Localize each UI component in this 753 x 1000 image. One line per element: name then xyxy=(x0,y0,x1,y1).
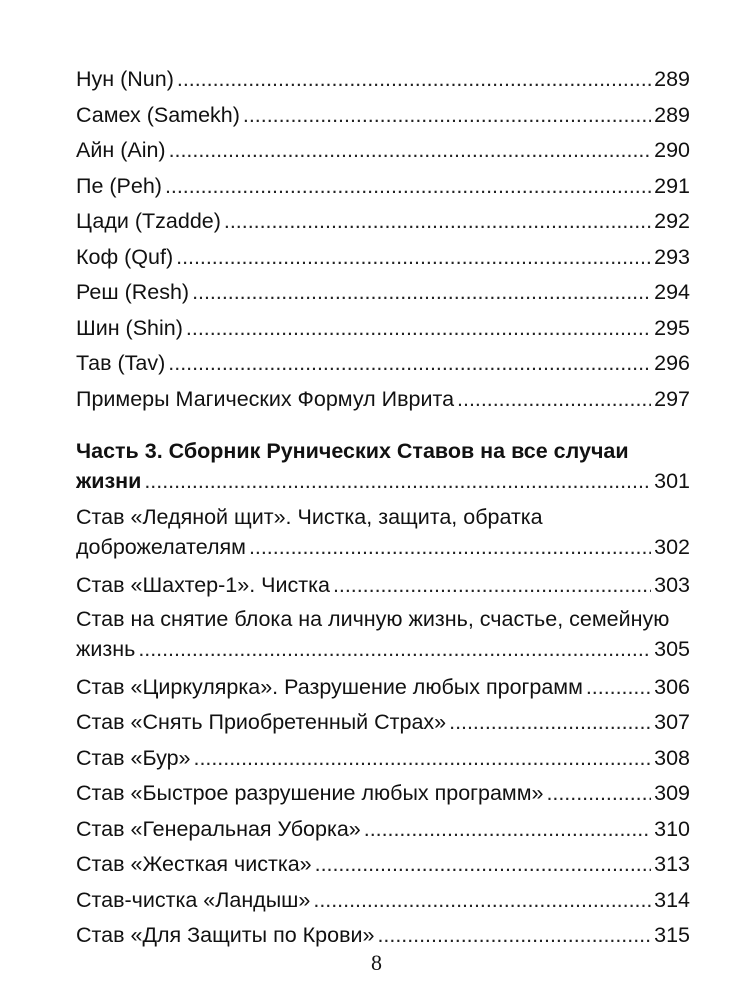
toc-entry xyxy=(76,502,690,562)
toc-entry-page: 292 xyxy=(654,209,690,233)
toc-entry xyxy=(76,204,690,240)
toc-entry-page: 315 xyxy=(654,923,690,947)
dot-leader xyxy=(176,240,651,276)
toc-entry-title: Став «Быстрое разрушение любых программ» xyxy=(76,781,544,805)
dot-leader xyxy=(194,741,652,777)
toc-entry-title: Нун (Nun) xyxy=(76,67,174,91)
toc-entry-title: Пе (Peh) xyxy=(76,173,162,198)
dot-leader xyxy=(165,169,651,205)
toc-entry-page: 314 xyxy=(654,887,690,912)
toc-entry-title: Став «Циркулярка». Разрушение любых программ xyxy=(76,674,583,699)
toc-entry-page: 294 xyxy=(654,280,690,304)
page-number: 8 xyxy=(371,950,382,975)
dot-leader xyxy=(144,466,651,496)
toc-entry-page: 289 xyxy=(654,102,690,127)
toc-entry xyxy=(76,240,690,276)
toc-entry xyxy=(76,918,690,954)
toc-entry-page: 290 xyxy=(654,138,690,162)
toc-entry-page: 313 xyxy=(654,852,690,876)
toc-entry xyxy=(76,98,690,134)
toc-entry xyxy=(76,705,690,741)
dot-leader xyxy=(315,847,651,883)
toc-entry xyxy=(76,568,690,604)
toc-entry-title: Цади (Tzadde) xyxy=(76,209,221,233)
section-title-line2: жизни xyxy=(76,469,142,493)
dot-leader xyxy=(457,382,651,418)
toc-entry-title: Примеры Магических Формул Иврита xyxy=(76,386,455,411)
toc-entry-page: 296 xyxy=(654,351,690,375)
toc-entry-title: Став «Бур» xyxy=(76,745,191,770)
toc-entry xyxy=(76,604,690,664)
toc-entry-page: 289 xyxy=(654,67,690,91)
dot-leader xyxy=(586,670,651,706)
toc-entry-page: 307 xyxy=(654,710,690,734)
toc-entry xyxy=(76,776,690,812)
toc-entry xyxy=(76,382,690,418)
toc-entry-page: 309 xyxy=(654,781,690,805)
toc-entry-page: 295 xyxy=(654,315,690,340)
toc-entry xyxy=(76,812,690,848)
section-page: 301 xyxy=(654,469,690,493)
section-title-line1: Часть 3. Сборник Рунических Ставов на все случаи xyxy=(76,439,629,463)
toc-entry-title: Став «Для Защиты по Крови» xyxy=(76,923,375,947)
toc-entry xyxy=(76,670,690,706)
toc-entry xyxy=(76,311,690,347)
toc-entry-page: 306 xyxy=(654,674,690,699)
toc-entry xyxy=(76,62,690,98)
toc-entry-title: Самех (Samekh) xyxy=(76,102,240,127)
dot-leader xyxy=(224,204,651,240)
toc-entry-page: 303 xyxy=(654,573,690,597)
toc-entry-page: 310 xyxy=(654,816,690,841)
toc-entry-title-line2: доброжелателям xyxy=(76,535,246,559)
toc-entry xyxy=(76,275,690,311)
toc-entry-title-line1: Став «Ледяной щит». Чистка, защита, обратка xyxy=(76,505,543,529)
toc-entry-title: Айн (Ain) xyxy=(76,138,166,162)
dot-leader xyxy=(169,133,652,169)
toc-entry-title: Став «Снять Приобретенный Страх» xyxy=(76,710,447,734)
toc-entry-title: Став «Генеральная Уборка» xyxy=(76,816,361,841)
dot-leader xyxy=(138,634,651,664)
toc-entry-title: Реш (Resh) xyxy=(76,280,190,304)
section-spacer xyxy=(76,417,690,436)
dot-leader xyxy=(377,918,651,954)
dot-leader xyxy=(243,98,651,134)
dot-leader xyxy=(249,532,651,562)
dot-leader xyxy=(449,705,651,741)
toc-section-heading xyxy=(76,436,690,496)
toc-entry xyxy=(76,847,690,883)
dot-leader xyxy=(192,275,651,311)
dot-leader xyxy=(186,311,651,347)
table-of-contents xyxy=(76,62,690,954)
toc-entry-title: Став «Шахтер-1». Чистка xyxy=(76,573,330,597)
toc-entry-page: 305 xyxy=(654,636,690,661)
toc-entry-title: Шин (Shin) xyxy=(76,315,183,340)
toc-entry-page: 291 xyxy=(654,173,690,198)
toc-entry-page: 308 xyxy=(654,745,690,770)
toc-entry-title: Коф (Quf) xyxy=(76,244,174,269)
toc-entry xyxy=(76,169,690,205)
toc-entry-title: Тав (Tav) xyxy=(76,351,166,375)
dot-leader xyxy=(177,62,651,98)
dot-leader xyxy=(168,346,651,382)
toc-entry-page: 302 xyxy=(654,535,690,559)
toc-entry xyxy=(76,133,690,169)
toc-entry-title-line1: Став на снятие блока на личную жизнь, счастье, семейную xyxy=(76,606,670,631)
dot-leader xyxy=(333,568,651,604)
toc-entry-page: 297 xyxy=(654,386,690,411)
toc-entry-title-line2: жизнь xyxy=(76,636,136,661)
toc-entry-title: Став-чистка «Ландыш» xyxy=(76,887,311,912)
toc-entry xyxy=(76,346,690,382)
toc-entry xyxy=(76,883,690,919)
dot-leader xyxy=(364,812,651,848)
dot-leader xyxy=(546,776,651,812)
toc-entry-title: Став «Жесткая чистка» xyxy=(76,852,312,876)
toc-entry-page: 293 xyxy=(654,244,690,269)
dot-leader xyxy=(313,883,651,919)
toc-entry xyxy=(76,741,690,777)
